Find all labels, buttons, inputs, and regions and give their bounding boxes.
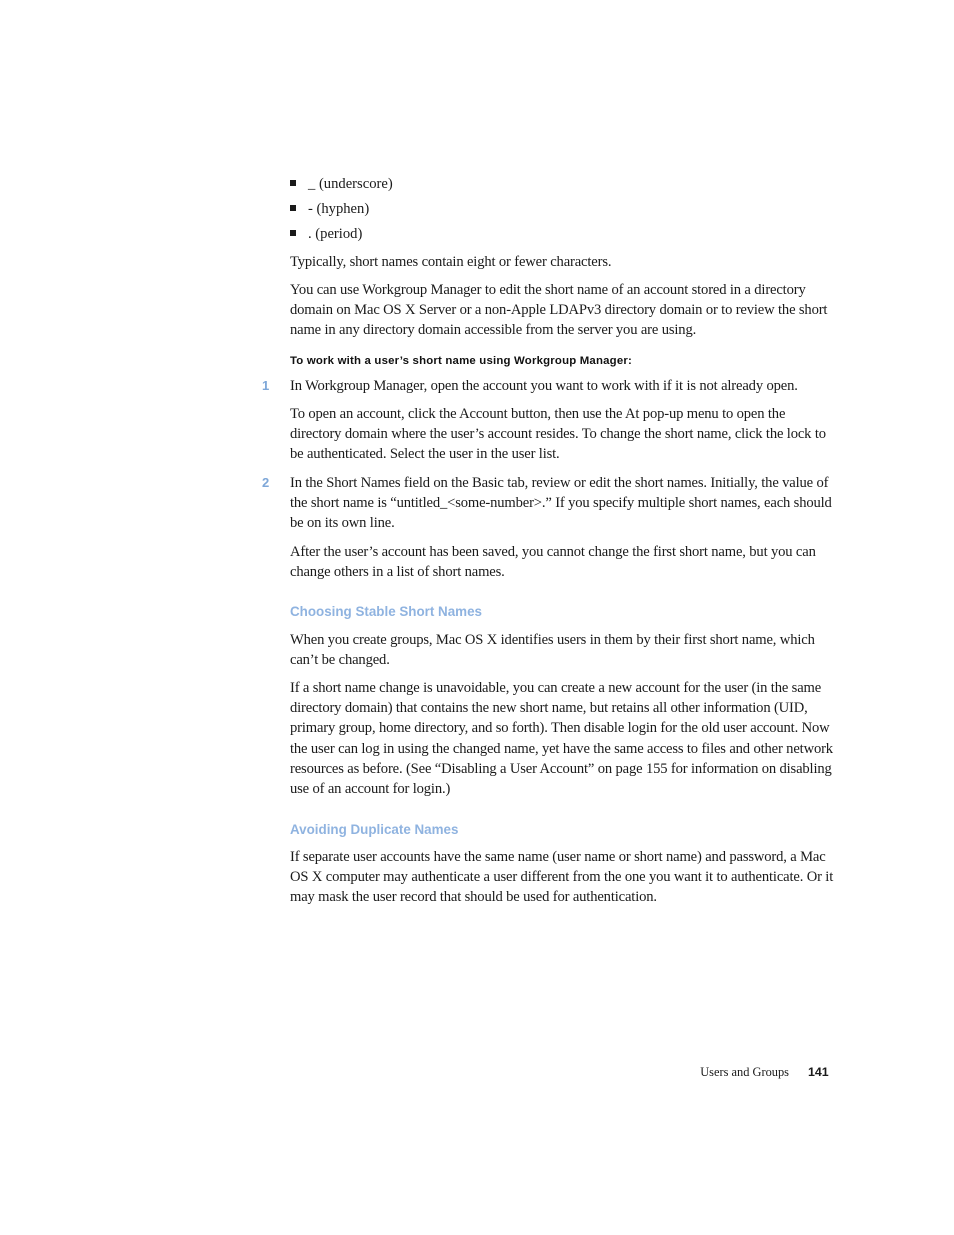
bullet-item-period <box>290 224 362 244</box>
bullet-text: . (period) <box>308 226 363 242</box>
bullet-item-hyphen <box>290 199 369 219</box>
bullet-square-icon <box>290 205 296 211</box>
bullet-square-icon <box>290 230 296 236</box>
footer-chapter-title: Users and Groups <box>700 1065 789 1079</box>
section-heading-stable-short-names: Choosing Stable Short Names <box>290 604 482 619</box>
bullet-item-underscore <box>290 174 393 194</box>
step-number: 2 <box>262 475 270 490</box>
section-paragraph: If a short name change is unavoidable, you can create a new account for the user (in the same directory domain) that contains the new short name, but retains all other information (UID, primary group, home directory, and so forth). Then disable login for the old user account. Now the user can log in using the changed name, yet have the same access to files and other network resources as before. (See “Disabling a User Account” on page 155 for information on disabling use of an account for login.) <box>290 680 833 798</box>
step-2-detail: After the user’s account has been saved, you cannot change the first short name, but you can change others in a list of short names. <box>290 544 816 581</box>
section-paragraph: When you create groups, Mac OS X identifies users in them by their first short name, which can’t be changed. <box>290 632 815 669</box>
step-number: 1 <box>262 378 270 393</box>
section-heading-duplicate-names: Avoiding Duplicate Names <box>290 822 459 837</box>
footer-page-number: 141 <box>808 1065 829 1079</box>
paragraph-typically: Typically, short names contain eight or fewer characters. <box>290 254 612 270</box>
section-paragraph: If separate user accounts have the same name (user name or short name) and password, a Mac OS X computer may authenticate a user different from the one you want it to authenticate. Or it may mask the user record that should be used for authentication. <box>290 849 834 906</box>
paragraph-workgroup-manager: You can use Workgroup Manager to edit the short name of an account stored in a directory domain on Mac OS X Server or a non-Apple LDAPv3 directory domain or to review the short name in any directory domain accessible from the server you are using. <box>290 282 828 339</box>
bullet-text: _ (underscore) <box>308 176 393 192</box>
step-1-detail: To open an account, click the Account button, then use the At pop-up menu to open the directory domain where the user’s account resides. To change the short name, click the lock to be authenticated. Select the user in the user list. <box>290 406 826 463</box>
step-2-text: In the Short Names field on the Basic tab, review or edit the short names. Initially, the value of the short name is “untitled_<some-number>.” If you specify multiple short names, each should be on its own line. <box>290 475 832 532</box>
step-1-text: In Workgroup Manager, open the account you want to work with if it is not already open. <box>290 378 798 394</box>
bullet-square-icon <box>290 180 296 186</box>
task-heading: To work with a user’s short name using Workgroup Manager: <box>290 355 632 367</box>
bullet-text: - (hyphen) <box>308 201 370 217</box>
